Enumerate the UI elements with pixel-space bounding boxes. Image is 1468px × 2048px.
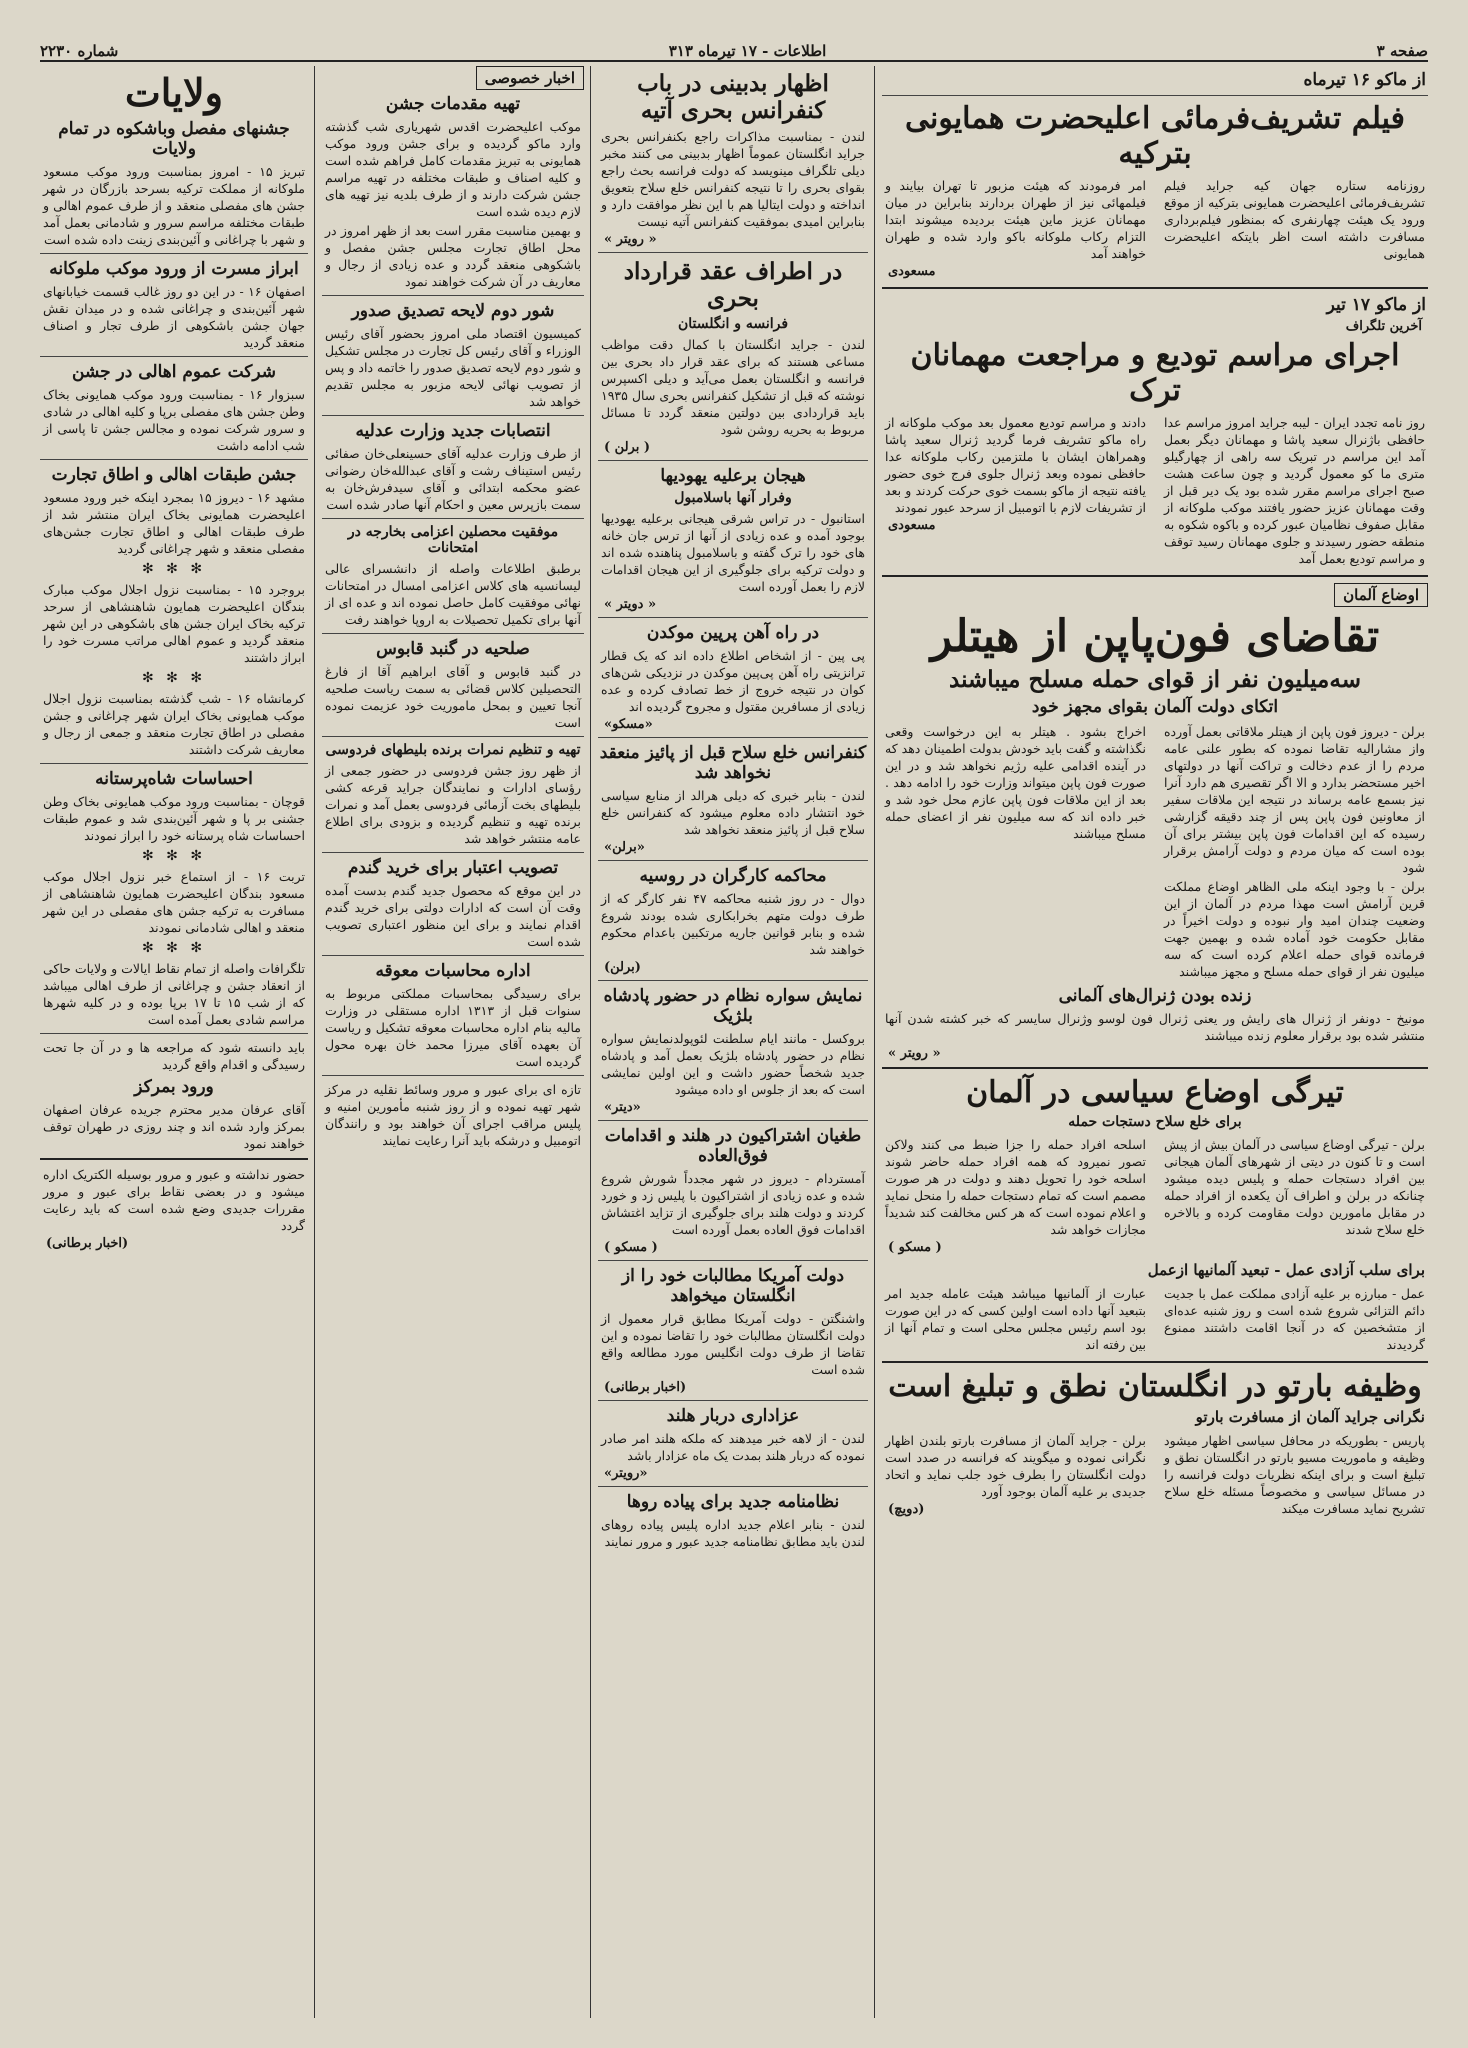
divider — [598, 1400, 868, 1401]
article-text: مونیخ - دونفر از ژنرال های رایش ور یعنی ژنرال فون لوسو وژنرال سایسر که خبر کشته شدن آنها منتشر شده بود برقرار معلوم زنده میباشند — [885, 1011, 1425, 1043]
article-text: از ظهر روز جشن فردوسی در حضور جمعی از رؤسای ادارات و نمایندگان جراید قرعه کشی بلیطهای بخت آزمائی فردوسی بعمل آمد و نمرات برنده تهیه و تنظیم گردیده و بزودی برای اطلاع عامه منتشر خواهد شد — [325, 763, 581, 846]
headline: محاکمه کارگران در روسیه — [639, 866, 827, 886]
byline: (برلن) — [604, 960, 641, 975]
headline: اجرای مراسم تودیع و مراجعت مهمانان ترک — [910, 338, 1400, 408]
section-label: اوضاع آلمان — [1334, 583, 1428, 607]
article-text: اصفهان ۱۶ - در این دو روز غالب قسمت خیابانهای شهر آئین‌بندی و چراغانی شده و در میدان نقش جهان جشن باشکوهی از طرف تجار و اصناف منعقد گردید — [43, 284, 305, 350]
byline: « دویتر » — [604, 597, 657, 612]
subheadline: وفرار آنها باسلامبول — [674, 490, 792, 506]
article-text: تازه ای برای عبور و مرور وسائط نقلیه در مرکز شهر تهیه نموده و از روز شنبه مأمورین امنیه و پلیس مراقب اجرای آن خواهند بود و رانندگان اتومبیل و درشکه باید آنرا رعایت نمایند — [325, 1082, 581, 1148]
article-text: موکب اعلیحضرت اقدس شهریاری شب گذشته وارد ماکو گردیده و برای جشن ورود موکب همایونی به تبریز مقدمات کامل فراهم شده است و کلیه اصناف و طبقات مختلفه در تهیه مراسم جشن شرکت دارند و از طرف بلدیه نیز تهیه های لازم دیده شده است — [325, 119, 581, 219]
byline: مسعودی — [888, 264, 936, 279]
article-text: برلن - با وجود اینکه ملی الظاهر اوضاع مملکت قرین آرامش است مهذا مردم در آلمان از این وضعیت چندان امید وار نبوده و دولت اخیراً در مقابل حکومت خود آماده شده و بهمین جهت فرمانده قوای حمله اعلام کرده است که سه میلیون نفر از قوای حمله مسلح و مجهز میباشند — [1164, 879, 1425, 979]
headline: اظهار بدبینی در باب کنفرانس بحری آتیه — [637, 70, 829, 124]
article-text: سبزوار ۱۶ - بمناسبت ورود موکب همایونی بخاک وطن جشن های مفصلی برپا و کلیه اهالی در شادی و سرور شرکت نموده و مجالس جشن تا پاسی از شب ادامه داشت — [43, 387, 305, 453]
article-text: مشهد ۱۶ - دیروز ۱۵ بمجرد اینکه خبر ورود مسعود اعلیحضرت همایونی بخاک ایران منتشر شد از طرف طبقات اهالی و اطاق تجارت جشن‌های مفصلی منعقد و شهر چراغانی گردید — [43, 490, 305, 556]
ornament: ✻ ✻ ✻ — [141, 561, 207, 577]
article-text: قوچان - بمناسبت ورود موکب همایونی بخاک وطن جشنی بر پا و شهر آئین‌بندی شد و عموم طبقات احساسات شاه پرستانه خود را ابراز نمودند — [43, 794, 305, 843]
article-text: لندن - بنابر خبری که دیلی هرالد از منابع سیاسی خود انتشار داده معلوم میشود که کنفرانس خلع سلاح قبل از پائیز منعقد نخواهد شد — [601, 788, 865, 837]
article-text: دوال - در روز شنبه محاکمه ۴۷ نفر کارگر که از طرف دولت متهم بخرابکاری شده بودند شروع شده و بنابر قوانین جاریه مرتکبین باعدام محکوم خواهند شد — [601, 891, 865, 957]
article-text: واشنگتن - دولت آمریکا مطابق قرار معمول از دولت انگلستان مطالبات خود را تقاضا نموده و این تقاضا از طرف دولت انگلیس مورد مطالعه واقع شده است — [601, 1311, 865, 1377]
divider — [322, 736, 584, 737]
divider — [322, 1075, 584, 1076]
headline: نمایش سواره نظام در حضور پادشاه بلژیک — [603, 986, 863, 1026]
article-text: عبارت از آلمانیها میباشد هیئت عامله جدید امر بتبعید آنها داده است اولین کسی که در این صورت بود اسم رئیس مجلس محلی است و تمام آنها از بین رفته اند — [885, 1286, 1146, 1352]
article-text: اخراج بشود . هیتلر به این درخواست وقعی نگذاشته و گفت باید خودش بدولت اطمینان دهد که در آینده اقدامی علیه رژیم نخواهد شد و در این صورت فون پاپن میتواند وزارت خود را ادامه دهد . بعد از این ملاقات فون پاپن عازم محل خود شد و خبر داده اند که سه میلیون نفر از اعضای حمله مسلح میباشند — [885, 724, 1146, 841]
byline: (دویچ) — [888, 1502, 925, 1517]
column-foreign-news — [882, 66, 1428, 2026]
headline: جشن طبقات اهالی و اطاق تجارت — [51, 465, 297, 485]
headline: کنفرانس خلع سلاح قبل از پائیز منعقد نخواهد شد — [599, 743, 867, 783]
headline: ابراز مسرت از ورود موکب ملوکانه — [49, 259, 299, 279]
divider — [40, 1158, 308, 1160]
headline: تصویب اعتبار برای خرید گندم — [347, 858, 559, 878]
headline: فیلم تشریف‌فرمائی اعلیحضرت همایونی بترکیه — [904, 101, 1406, 171]
byline: «دیتر» — [604, 1100, 641, 1115]
subheadline: برای خلع سلاح دستجات حمله — [1068, 1114, 1242, 1130]
column-provinces — [40, 66, 308, 2026]
article-text: تلگرافات واصله از تمام نقاط ایالات و ولایات حاکی از انعقاد جشن و چراغانی از طرف اهالی میباشد که از شب ۱۵ تا ۱۷ برپا بوده و در کلیه شهرها مراسم شادی بعمل آمده است — [43, 961, 305, 1027]
byline: ( مسکو ) — [888, 1240, 942, 1255]
divider — [598, 1260, 868, 1261]
article-text: در این موقع که محصول جدید گندم بدست آمده وقت آن است که ادارات دولتی برای خرید گندم اقدام نمایند و برای این منظور اعتباری تصویب شده است — [325, 883, 581, 949]
divider — [40, 763, 308, 764]
ornament: ✻ ✻ ✻ — [141, 670, 207, 686]
headline: وظیفه بارتو در انگلستان نطق و تبلیغ است — [888, 1369, 1422, 1404]
headline: شرکت عموم اهالی در جشن — [72, 362, 276, 382]
article-text: امر فرمودند که هیئت مزبور تا تهران بیایند و فیلمهائی نیز از طهران بردارند بنابراین در میان مهمانان عزیز ماین هیئت بردیده میشوند ابتدا التزام رکاب ملوکانه باکو وارد شده و طهران خواهند آمد — [885, 178, 1146, 261]
divider — [882, 1361, 1428, 1363]
byline: «رویتر» — [604, 1466, 648, 1481]
byline: ( مسکو ) — [604, 1240, 658, 1255]
divider — [598, 617, 868, 618]
headline: نظامنامه جدید برای پیاده روها — [626, 1492, 840, 1512]
subheadline: اتکای دولت آلمان بقوای مجهز خود — [1031, 697, 1279, 717]
divider — [322, 295, 584, 296]
headline: در راه آهن پرپین موکدن — [646, 623, 820, 643]
divider — [882, 95, 1428, 96]
divider — [882, 575, 1428, 577]
headline: هیجان برعلیه یهودیها — [660, 466, 806, 486]
subheadline: فرانسه و انگلستان — [677, 316, 789, 332]
ornament: ✻ ✻ ✻ — [141, 940, 207, 956]
dateline-note: آخرین تلگراف — [1345, 319, 1422, 334]
column-wire-news — [598, 66, 868, 2026]
headline: انتصابات جدید وزارت عدلیه — [355, 421, 551, 441]
divider — [40, 1033, 308, 1034]
article-text: استانبول - در تراس شرقی هیجانی برعلیه یهودیها بوجود آمده و عده زیادی از آنها از ترس جان خانه های خود را ترک گفته و باسلامبول پناهنده شده اند و دولت ترکیه برای جلوگیری از این هیجان اقدامات لازم را بعمل آورده است — [601, 511, 865, 594]
subheadline: سه‌میلیون نفر از قوای حمله مسلح میباشند — [949, 666, 1361, 693]
paper-date: اطلاعات - ۱۷ تیرماه ۳۱۳ — [668, 42, 827, 60]
divider — [40, 356, 308, 357]
headline: دولت آمریکا مطالبات خود را از انگلستان میخواهد — [621, 1266, 845, 1306]
article-text: برلن - دیروز فون پاپن از هیتلر ملاقاتی بعمل آورده واز مشارالیه تقاضا نموده که بطور علنی عامه مردم را از عدم دخالت و تراکت آنها در دولتهای اخیر مستحضر بدارد و الا اگر تقصیری هم دارد آنرا نیز بسمع عامه برساند در نتیجه این ملاقات سفیر از معاونین فون پاپن پس از چند دقیقه گزارشی رسیده که این اقدامات فون پاپن بیشتر برای آن بوده است که میان مردم و دولت آرامش برقرار شود — [1164, 724, 1425, 875]
article-text: لندن - بمناسبت مذاکرات راجع بکنفرانس بحری جراید انگلستان عموماً اظهار بدبینی می کنند مخبر دیلی تلگراف مینویسد که دولت فرانسه بحث راجع بقوای بحری را تا نتیجه کنفرانس خلع سلاح بتعویق انداخته و دولت ایتالیا هم با این نظر موافقت دارد و بنابراین امیدی بموفقیت کنفرانس آتیه نیست — [601, 129, 865, 229]
headline: زنده بودن ژنرال‌های آلمانی — [1058, 986, 1252, 1006]
column-rule — [874, 66, 875, 2018]
article-text: روزنامه ستاره جهان کیه جراید فیلم تشریف‌فرمائی اعلیحضرت همایونی بترکیه از موقع ورود یک هیئت چهارنفری که بمنظور فیلم‌برداری مسافرت داشته است اظر بایتکه اعلیحضرت همایونی — [1164, 178, 1425, 261]
divider — [322, 852, 584, 853]
article-text: باید دانسته شود که مراجعه ها و در آن جا تحت رسیدگی و اقدام واقع گردید — [43, 1040, 305, 1072]
page-label: صفحه ۳ — [1376, 42, 1428, 60]
divider — [40, 253, 308, 254]
two-column-text — [882, 175, 1428, 281]
article-text: برلن - جراید آلمان از مسافرت بارتو بلندن اظهار نگرانی نموده و میگویند که فرانسه در صدد است دولت انگلستان را بطرف خود جلب نماید و اتحاد جدیدی بر علیه آلمان بوجود آورد — [885, 1433, 1146, 1499]
dateline: از ماکو ۱۶ تیرماه — [1303, 70, 1426, 90]
column-rule — [314, 66, 315, 2018]
masthead — [40, 34, 1428, 62]
two-column-text — [882, 1134, 1428, 1257]
article-text: اسلحه افراد حمله را جزا ضبط می کنند ولاکن تصور نمیرود که همه افراد حمله حاضر شوند اسلحه خود را تحویل دهند و دولت در هر صورت مصمم است که تمام دستجات حمله را منحل نماید و اعلام نموده است که هر کس مخالفت کند شدیداً مجازات خواهد شد — [885, 1137, 1146, 1237]
headline: تهیه و تنظیم نمرات برنده بلیطهای فردوسی — [325, 742, 581, 758]
byline: « رویتر » — [604, 232, 657, 247]
article-text: بروجرد ۱۵ - بمناسبت نزول اجلال موکب مبارک بندگان اعلیحضرت همایون شاهنشاهی از سرحد ترکیه بخاک ایران جشن های باشکوهی در این شهر منعقد گردید و عموم اهالی مراتب مسرت خود را ابراز داشتند — [43, 582, 306, 665]
divider — [882, 1067, 1428, 1069]
article-text: آمستردام - دیروز در شهر مجدداً شورش شروع شده و عده زیادی از اشتراکیون با پلیس زد و خورد کردند و دولت هلند برای جلوگیری از تزاید اغتشاش اقدامات فوق العاده بعمل آورده است — [601, 1171, 865, 1237]
divider — [322, 518, 584, 519]
divider — [322, 955, 584, 956]
divider — [322, 415, 584, 416]
article-text: لندن - بنابر اعلام جدید اداره پلیس پیاده روهای لندن باید مطابق نظامنامه جدید عبور و مرور نمایند — [601, 1517, 865, 1549]
article-text: عمل - مبارزه بر علیه آزادی مملکت عمل با جدیت دائم التزائی شروع شده است و روز شنبه عده‌ای از متشخصین که در آنجا اقامت داشتند ممنوع گردیدند — [1164, 1286, 1425, 1352]
column-rule — [590, 66, 591, 2018]
section-label: اخبار خصوصی — [476, 66, 584, 90]
subheadline: برای سلب آزادی عمل - تبعید آلمانیها ازعمل — [1147, 1261, 1425, 1279]
column-domestic-news — [322, 66, 584, 2026]
headline: موفقیت محصلین اعزامی بخارجه در امتحانات — [347, 524, 559, 556]
article-text: برلن - تیرگی اوضاع سیاسی در آلمان بیش از پیش است و تا کنون در دیتی از شهرهای آلمان هیجانی بین افراد دستجات حمله و پلیس دیده میشود چنانکه در برلن و اطراف آن یکعده از افراد حمله در مقابل مامورین دولت مقاومت کرده و بالاخره خلع سلاح شدند — [1164, 1137, 1425, 1237]
two-column-text — [882, 412, 1428, 569]
divider — [40, 459, 308, 460]
divider — [598, 252, 868, 253]
headline: عزاداری دربار هلند — [666, 1406, 800, 1426]
byline: ( برلن ) — [604, 440, 651, 455]
article-text: پاریس - بطوریکه در محافل سیاسی اظهار میشود وظیفه و ماموریت مسیو بارتو در انگلستان نطق و تبلیغ است و برای اینکه نظریات دولت فرانسه را در مسائل سیاسی و مخصوصاً مسئله خلع سلاح تشریح نماید مسافرت میکند — [1164, 1433, 1425, 1516]
article-text: لندن - از لاهه خبر میدهند که ملکه هلند امر صادر نموده که دربار هلند بمدت یک ماه عزادار باشد — [601, 1431, 865, 1463]
headline: احساسات شاه‌پرستانه — [95, 769, 253, 789]
article-text: کمیسیون اقتصاد ملی امروز بحضور آقای رئیس الوزراء و آقای رئیس کل تجارت در مجلس تشکیل و شور دوم لایحه تصدیق صدور را خاتمه داد و پس از تصویب نهائی لایحه مزبور به مجلس تقدیم خواهد شد — [325, 326, 581, 409]
article-text: از طرف وزارت عدلیه آقای حسینعلی‌خان صفائی رئیس استیناف رشت و آقای عبدالله‌خان رضوانی عضو محکمه ابتدائی و آقای سیدفرش‌خان به سمت بازپرس معین و احکام آنها صادر شده است — [325, 446, 581, 512]
byline: «برلن» — [604, 840, 645, 855]
two-column-text — [882, 1430, 1428, 1519]
article-text: روز نامه تجدد ایران - لیبه جراید امروز مراسم عدا حافظی باژنرال سعید پاشا و مهمانان دیگر بعمل آمد این مراسم در تبریک سه راهی از چهارگیلو متری ما کو معمول گردید و چون ساعت هشت صبح اجرای مراسم مقرر شده بود یک دیر قبل از وقت مهمانان عزیز حضور یافتند موکب ملوکانه از مقابل صفوف نظامیان عبور کرده و باکوه شکوه به منطقه حضور رسیدند و جلوی مهمانان رسید توقف و مراسم تودیع بعمل آمد — [1164, 415, 1425, 566]
divider — [598, 980, 868, 981]
article-text: لندن - جراید انگلستان با کمال دقت مواظب مساعی هستند که برای عقد قرار داد بحری بین فرانسه و انگلستان بعمل می‌آید و دیلی اکسپرس نوشته که قبل از تشکیل کنفرانس بحری سال ۱۹۳۵ باید قراردادی بین دولتین منعقد گردد تا مسائل مربوط به بحریه روشن شود — [601, 337, 865, 437]
byline: (اخبار برطانی) — [46, 1236, 129, 1251]
issue-number: شماره ۲۲۳۰ — [40, 42, 119, 60]
article-text: تبریز ۱۵ - امروز بمناسبت ورود موکب مسعود ملوکانه از مملکت ترکیه بسرحد بازرگان در شهر جشن های مفصلی منعقد و از طرف عموم اهالی و طبقات مختلفه مراسم سرور و شادمانی بعمل آمد و شهر با چراغانی و آئین‌بندی زینت داده شده است — [43, 164, 305, 247]
headline: ورود بمرکز — [134, 1077, 214, 1097]
article-text: در گنبد قابوس و آقای ابراهیم آقا از فارغ التحصیلین کلاس قضائی به سمت ریاست صلحیه آنجا تعیین و بمحل ماموریت خود عزیمت نموده است — [325, 664, 581, 730]
headline: تهیه مقدمات جشن — [385, 94, 521, 114]
divider — [598, 860, 868, 861]
divider — [882, 287, 1428, 289]
subheadline: نگرانی جراید آلمان از مسافرت بارتو — [1195, 1408, 1425, 1426]
headline: شور دوم لایحه تصدیق صدور — [351, 301, 555, 321]
headline: در اطراف عقد قرارداد بحری — [623, 258, 843, 312]
article-text: برای رسیدگی بمحاسبات مملکتی مربوط به سنوات قبل از ۱۳۱۳ اداره مستقلی در وزارت مالیه بنام اداره محاسبات معوقه تشکیل و ریاست آن بعهده آقای میرزا محمد خان بهره محول گردیده است — [325, 986, 581, 1069]
byline: « رویتر » — [888, 1046, 941, 1061]
headline: اداره محاسبات معوقه — [375, 961, 531, 981]
section-title: ولایات — [125, 70, 223, 115]
article-text: و بهمین مناسبت مقرر است بعد از ظهر امروز در محل اطاق تجارت مجلس جشن مفصل و باشکوهی منعقد گردد و عده زیادی از رجال و معاریف در آن شرکت خواهند نمود — [325, 223, 581, 289]
divider — [322, 633, 584, 634]
article-text: حضور نداشته و عبور و مرور بوسیله الکتریک اداره میشود و در بعضی نقاط برای عبور و مرور مقررات جدیدی وضع شده است که باید رعایت گردد — [43, 1167, 305, 1233]
article-text: دادند و مراسم تودیع معمول بعد موکب ملوکانه از راه ماکو تشریف فرما گردید ژنرال سعید پاشا وهمراهان ایشان با ملتزمین رکاب ملوکانه عدا حافظی نموده وبعد ژنرال جلوی فرج خوی حضور یافته نتیجه از ماکو بسمت خوی حرکت کردند و بعد از تشریفات لازم با اتومبیل از سرحد عبور نمودند — [885, 415, 1146, 515]
article-text: کرمانشاه ۱۶ - شب گذشته بمناسبت نزول اجلال موکب همایونی بخاک ایران شهر چراغانی و جشن مفصلی در اطاق تجارت منعقد و جمعی از رجال و معاریف شرکت داشتند — [43, 691, 305, 757]
headline: جشنهای مفصل وباشکوه در تمام ولایات — [58, 119, 290, 159]
article-text: تربت ۱۶ - از استماع خبر نزول اجلال موکب مسعود بندگان اعلیحضرت همایون شاهنشاهی از مسافرت به ترکیه جشن های مفصلی در این شهر منعقد و اهالی شادمانی نمودند — [43, 869, 305, 935]
headline: تیرگی اوضاع سیاسی در آلمان — [966, 1075, 1344, 1110]
byline: «مسکو» — [604, 717, 653, 732]
dateline: از ماکو ۱۷ تیر — [1326, 295, 1426, 315]
divider — [598, 460, 868, 461]
headline-main: تقاضای فون‌پاپن از هیتلر — [930, 611, 1380, 662]
article-text: بروکسل - مانند ایام سلطنت لئوپولدنمایش سواره نظام در حضور پادشاه بلژیک بعمل آمد و پادشاه جدید شخصاً حضور داشت و این اولین نمایشی است که بعد از جلوس او داده میشود — [601, 1031, 865, 1097]
ornament: ✻ ✻ ✻ — [141, 848, 207, 864]
article-text: آقای عرفان مدیر محترم جریده عرفان اصفهان بمرکز وارد شده اند و چند روزی در طهران توقف خواهند نمود — [43, 1102, 305, 1151]
headline: طغیان اشتراکیون در هلند و اقدامات فوق‌العاده — [604, 1126, 862, 1166]
byline: مسعودی — [888, 518, 936, 533]
divider — [598, 1486, 868, 1487]
article-text: برطبق اطلاعات واصله از دانشسرای عالی لیسانسیه های کلاس اعزامی امسال در امتحانات نهائی موفقیت کامل حاصل نموده اند و عده ای از آنها برای تکمیل تحصیلات به اروپا خواهند رفت — [325, 561, 581, 627]
divider — [598, 737, 868, 738]
two-column-text — [882, 1283, 1428, 1355]
byline: (اخبار برطانی) — [604, 1380, 687, 1395]
headline: صلحیه در گنبد قابوس — [376, 639, 530, 659]
article-text: پی پین - از اشخاص اطلاع داده اند که یک قطار ترانزیتی راه آهن پی‌پین موکدن در نزدیکی شن‌های کوان در نتیجه خروج از خط تصادف کرده و عده زیادی از مسافرین مقتول و مجروح گردیده اند — [601, 648, 865, 714]
divider — [598, 1120, 868, 1121]
two-column-text — [882, 721, 1428, 982]
